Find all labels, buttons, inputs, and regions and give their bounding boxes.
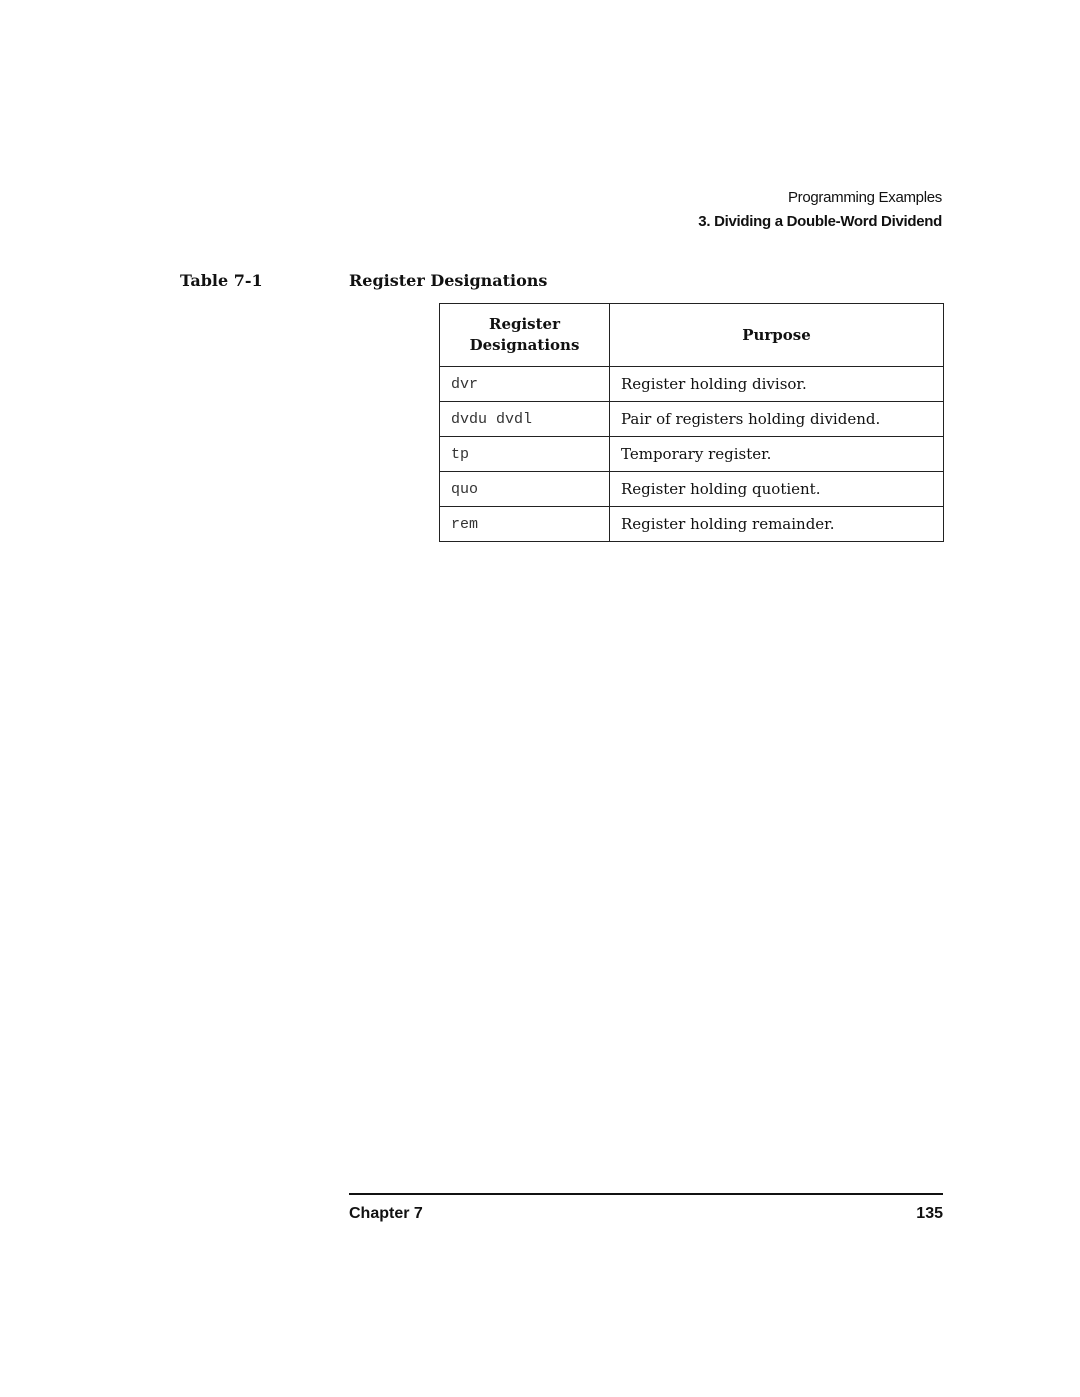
register-cell: rem [440, 507, 610, 542]
table-number: Table 7-1 [180, 271, 263, 290]
table-header-row [440, 304, 944, 367]
table-row [440, 507, 944, 542]
footer-rule [349, 1193, 943, 1195]
footer-chapter: Chapter 7 [349, 1205, 423, 1222]
column-header-register [440, 304, 610, 367]
table-row [440, 437, 944, 472]
running-head-subsection: 3. Dividing a Double-Word Dividend [698, 213, 942, 230]
page-number: 135 [916, 1205, 943, 1222]
register-cell: quo [440, 472, 610, 507]
register-table [439, 303, 944, 542]
register-cell: dvdu dvdl [440, 402, 610, 437]
purpose-cell: Temporary register. [610, 437, 944, 472]
register-cell: dvr [440, 367, 610, 402]
register-cell: tp [440, 437, 610, 472]
purpose-cell: Pair of registers holding dividend. [610, 402, 944, 437]
running-head-section: Programming Examples [787, 189, 942, 206]
column-header-register-line2: Designations [469, 336, 580, 354]
table-row [440, 402, 944, 437]
column-header-purpose: Purpose [610, 304, 944, 367]
purpose-cell: Register holding divisor. [610, 367, 944, 402]
purpose-cell: Register holding remainder. [610, 507, 944, 542]
table-row [440, 472, 944, 507]
purpose-cell: Register holding quotient. [610, 472, 944, 507]
column-header-register-line1: Register [488, 315, 560, 333]
table-row [440, 367, 944, 402]
table-title: Register Designations [349, 271, 548, 290]
